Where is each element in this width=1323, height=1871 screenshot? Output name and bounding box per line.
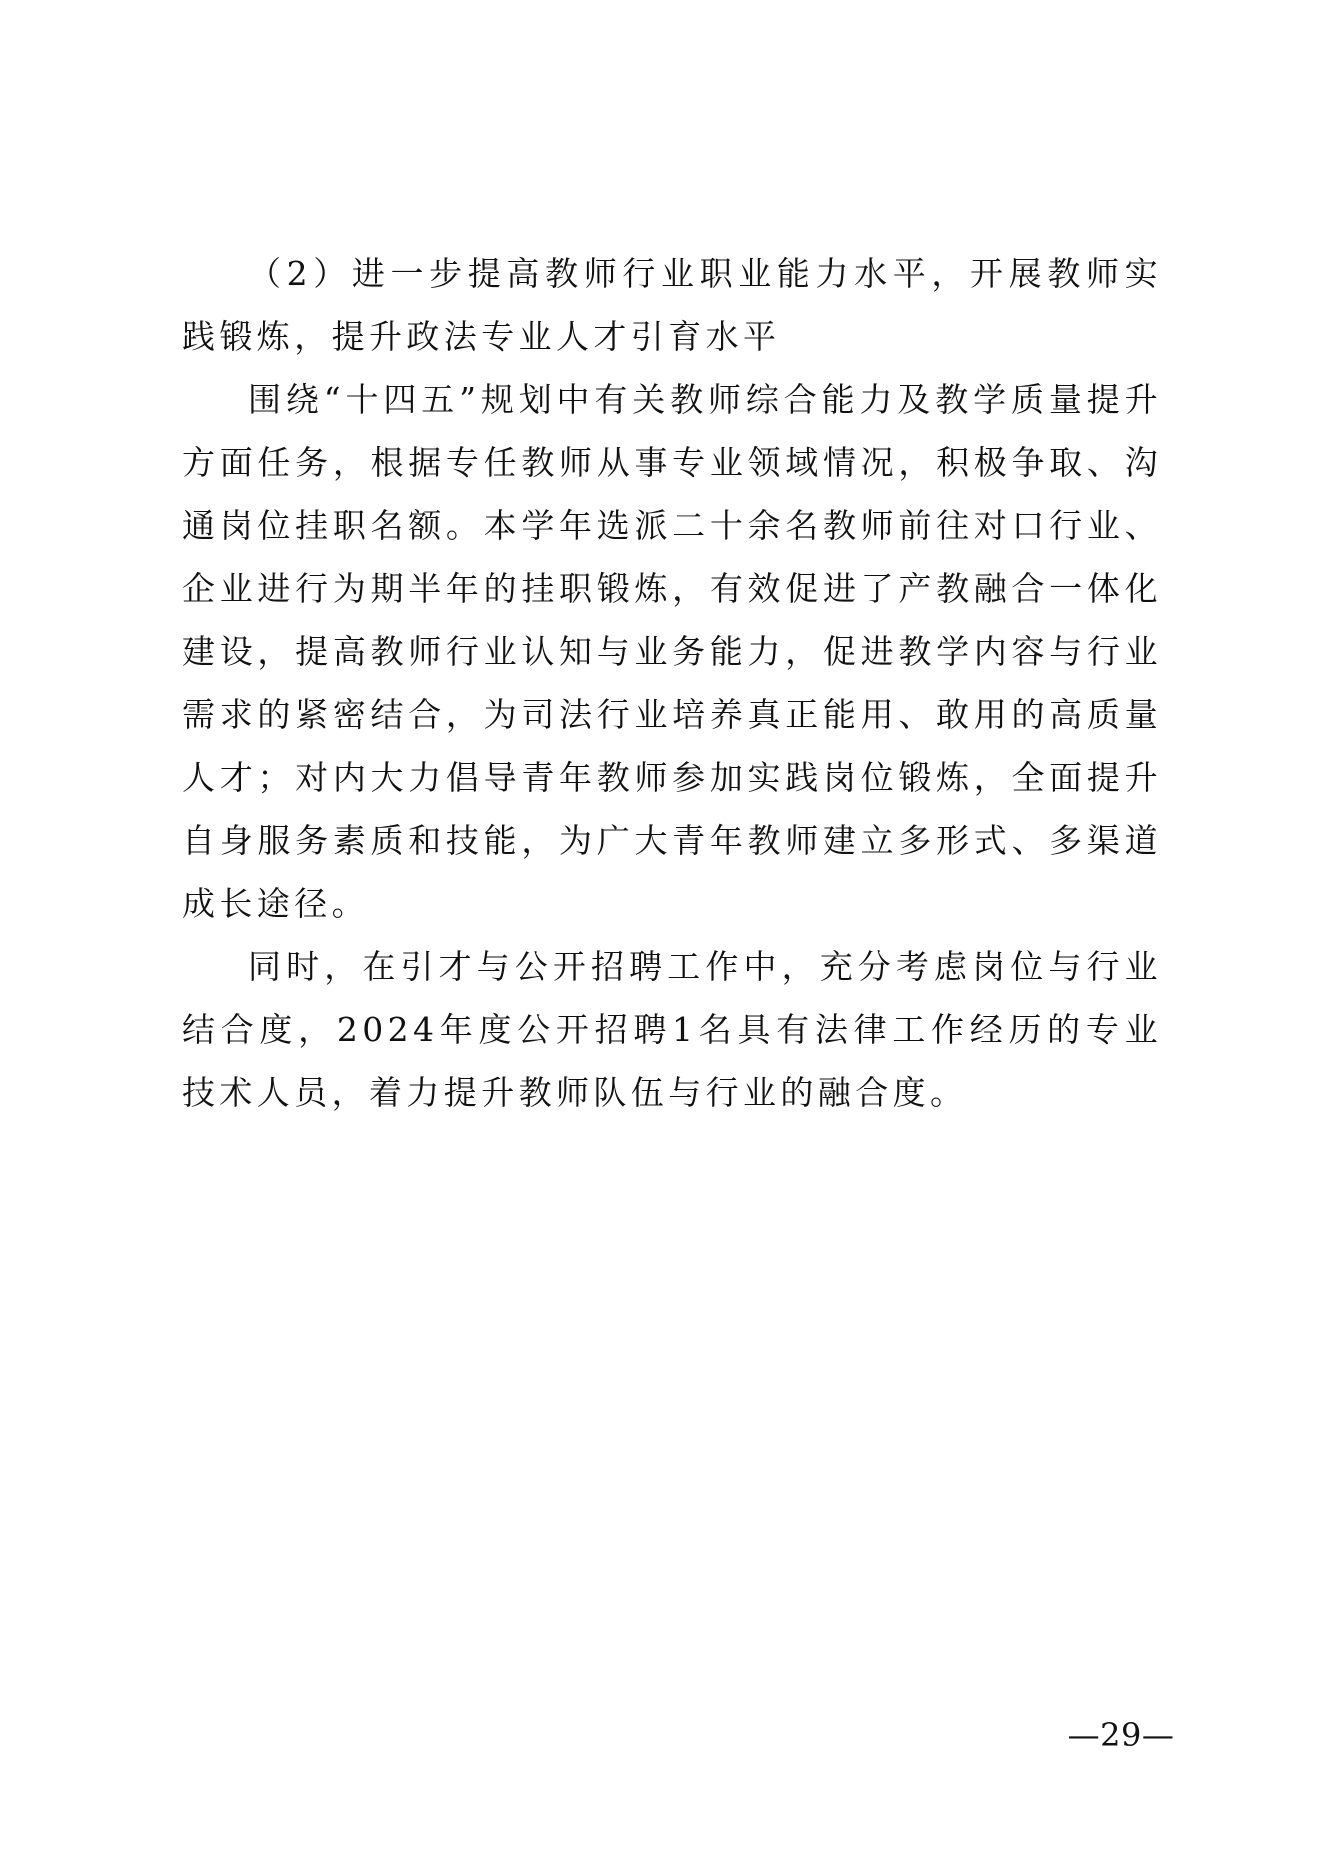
teacher-practice-paragraph: 围绕“十四五”规划中有关教师综合能力及教学质量提升方面任务，根据专任教师从事专业领域情况，积极争取、沟通岗位挂职名额。本学年选派二十余名教师前往对口行业、企业进行为期半年的挂职锻炼，有效促进了产教融合一体化建设，提高教师行业认知与业务能力，促进教学内容与行业需求的紧密结合，为司法行业培养真正能用、敢用的高质量人才；对内大力倡导青年教师参加实践岗位锻炼，全面提升自身服务素质和技能，为广大青年教师建立多形式、多渠道成长途径。 [182,380,1162,923]
body-text [182,242,1162,1124]
recruitment-paragraph: 同时，在引才与公开招聘工作中，充分考虑岗位与行业结合度，2024年度公开招聘1名具有法律工作经历的专业技术人员，着力提升教师队伍与行业的融合度。 [182,947,1162,1112]
page-number: —29— [1067,1716,1175,1754]
subsection-heading-paragraph: （2）进一步提高教师行业职业能力水平，开展教师实践锻炼，提升政法专业人才引育水平 [182,254,1162,356]
